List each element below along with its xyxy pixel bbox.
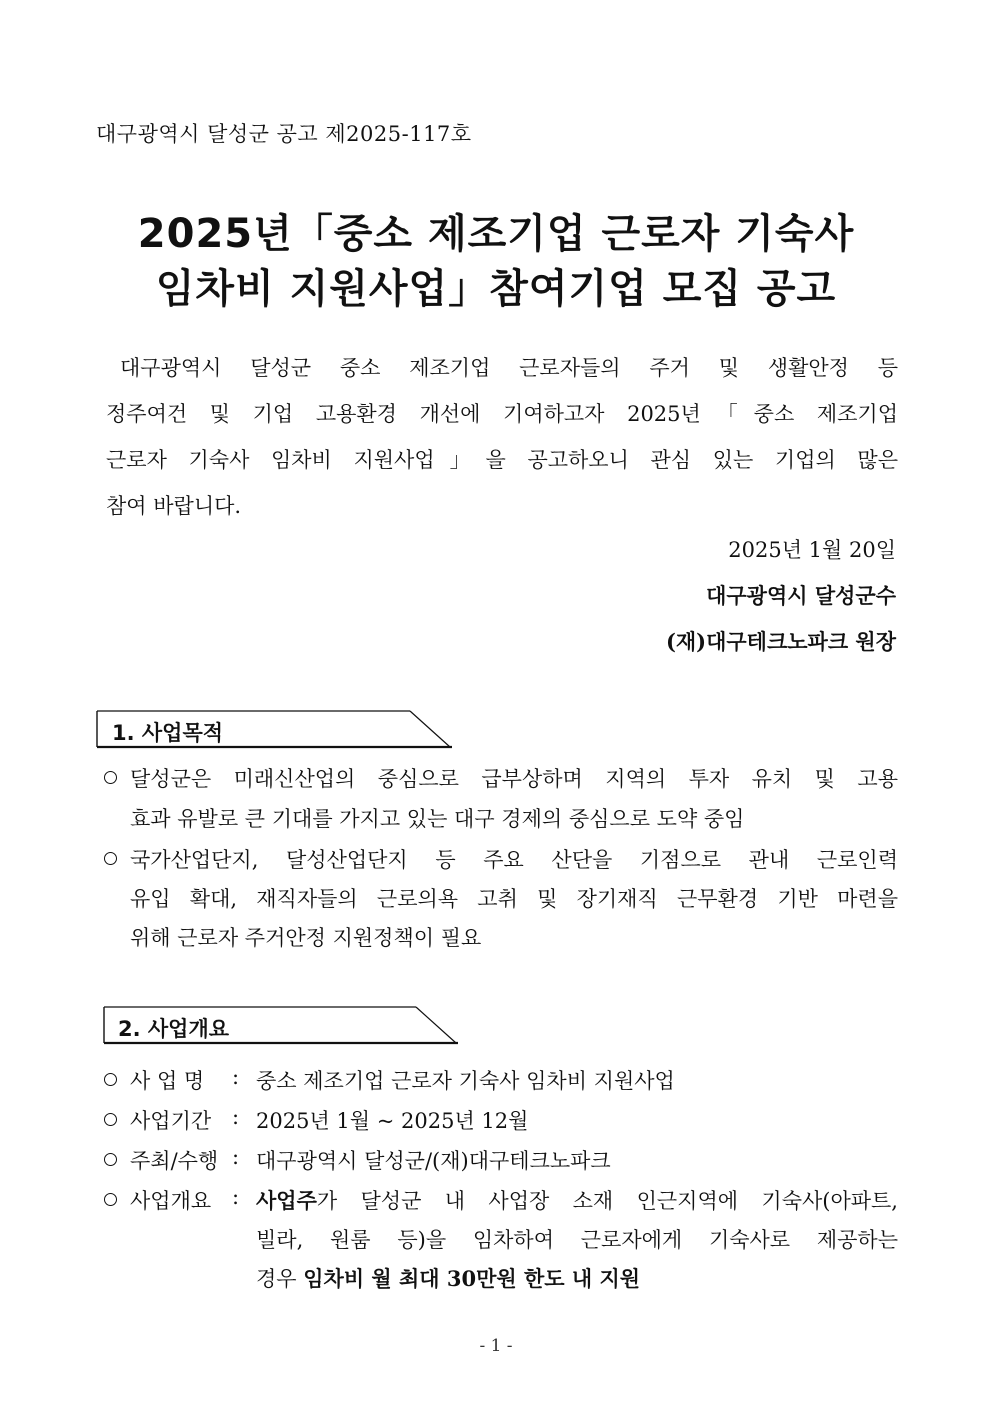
overview-value: 대구광역시 달성군/(재)대구테크노파크 [256,1149,611,1173]
intro-line: 참여 바랍니다. [106,494,242,518]
overview-value: 빌라, 원룸 등)을 임차하여 근로자에게 기숙사로 제공하는 [256,1228,898,1252]
bullet-circle-icon [104,771,117,784]
overview-text: 가 달성군 내 사업장 소재 인근지역에 기숙사(아파트, [316,1189,898,1213]
overview-value: 2025년 1월 ~ 2025년 12월 [256,1109,529,1133]
overview-emphasis: 사업주 [256,1188,317,1213]
section-heading [96,710,454,748]
intro-line: 정주여건 및 기업 고용환경 개선에 기여하고자 2025년「중소 제조기업 [106,402,898,426]
bullet-circle-icon [104,1073,117,1086]
overview-value [256,1263,640,1293]
overview-label: 사 업 명 [130,1069,205,1093]
overview-colon: : [232,1105,240,1129]
overview-colon: : [232,1185,240,1209]
purpose-bullet-line: 국가산업단지, 달성산업단지 등 주요 산단을 기점으로 관내 근로인력 [130,848,898,872]
overview-value: 중소 제조기업 근로자 기숙사 임차비 지원사업 [256,1069,675,1093]
bullet-circle-icon [104,1113,117,1126]
purpose-bullet-line: 위해 근로자 주거안정 지원정책이 필요 [130,926,482,950]
notice-number: 대구광역시 달성군 공고 제2025-117호 [96,122,472,146]
overview-value [256,1185,898,1215]
overview-emphasis: 임차비 월 최대 30만원 한도 내 지원 [303,1266,641,1291]
issuer-name: 대구광역시 달성군수 [706,583,896,608]
bullet-circle-icon [104,852,117,865]
intro-line: 대구광역시 달성군 중소 제조기업 근로자들의 주거 및 생활안정 등 [120,356,898,380]
bullet-circle-icon [104,1193,117,1206]
bullet-circle-icon [104,1153,117,1166]
intro-line: 근로자 기숙사 임차비 지원사업」을 공고하오니 관심 있는 기업의 많은 [106,448,898,472]
page-number: - 1 - [479,1336,513,1356]
overview-label: 주최/수행 [130,1149,219,1173]
overview-colon: : [232,1065,240,1089]
overview-colon: : [232,1145,240,1169]
overview-label: 사업기간 [130,1109,212,1133]
page-title-line1: 2025년「중소 제조기업 근로자 기숙사 [137,211,855,257]
section-heading-label: 1. 사업목적 [112,721,224,745]
page-title-line2: 임차비 지원사업」참여기업 모집 공고 [155,266,837,312]
section-heading [96,1006,460,1044]
issuer-name: (재)대구테크노파크 원장 [665,629,896,654]
section-heading-label: 2. 사업개요 [118,1017,230,1041]
purpose-bullet-line: 달성군은 미래신산업의 중심으로 급부상하며 지역의 투자 유치 및 고용 [130,767,898,791]
overview-label: 사업개요 [130,1189,212,1213]
purpose-bullet-line: 효과 유발로 큰 기대를 가지고 있는 대구 경제의 중심으로 도약 중임 [130,807,745,831]
purpose-bullet-line: 유입 확대, 재직자들의 근로의욕 고취 및 장기재직 근무환경 기반 마련을 [130,887,898,911]
overview-text: 경우 [256,1267,304,1291]
notice-date: 2025년 1월 20일 [728,538,896,562]
